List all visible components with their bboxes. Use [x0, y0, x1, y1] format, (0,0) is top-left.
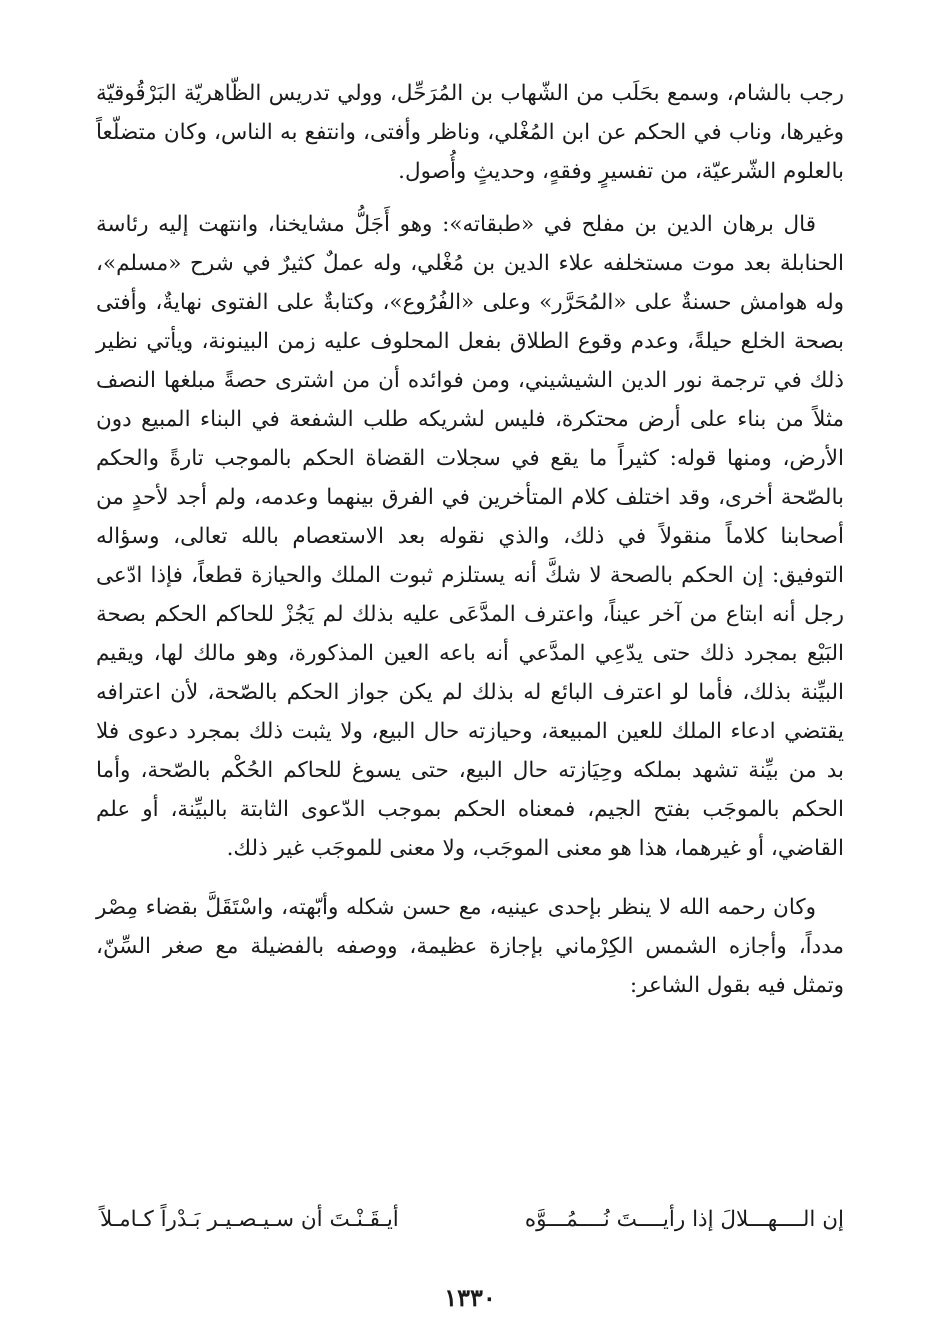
- paragraph-biography-commentary: قال برهان الدين بن مفلح في «طبقاته»: وهو أَجَلُّ مشايخنا، وانتهت إليه رئاسة الحنابلة بعد موت مستخلفه علاء الدين بن مُغْلي، وله عملٌ كثيرٌ في شرح «مسلم»، وله هوامش حسنةٌ على «المُحَرَّر» وعلى «الفُرُوع»، وكتابةٌ على الفتوى نهايةٌ، وأفتى بصحة الخلع حيلةً، وعدم وقوع الطلاق بفعل المحلوف عليه زمن البينونة، ويأتي نظير ذلك في ترجمة نور الدين الشيشيني، ومن فوائده أن من اشترى حصةً مبلغها النصف مثلاً من بناء على أرض محتكرة، فليس لشريكه طلب الشفعة في البناء المبيع دون الأرض، ومنها قوله: كثيراً ما يقع في سجلات القضاة الحكم بالموجب تارةً والحكم بالصّحة أخرى، وقد اختلف كلام المتأخرين في الفرق بينهما وعدمه، ولم أجد لأحدٍ من أصحابنا كلاماً منقولاً في ذلك، والذي نقوله بعد الاستعصام بالله تعالى، وسؤاله التوفيق: إن الحكم بالصحة لا شكَّ أنه يستلزم ثبوت الملك والحيازة قطعاً، فإذا ادّعى رجل أنه ابتاع من آخر عيناً، واعترف المدَّعَى عليه بذلك لم يَجُزْ للحاكم الحكم بصحة البَيْع بمجرد ذلك حتى يدّعِي المدَّعي أنه باعه العين المذكورة، وهو مالك لها، ويقيم البيِّنة بذلك، فأما لو اعترف البائع له بذلك لم يكن جواز الحكم بالصّحة، لأن اعترافه يقتضي ادعاء الملك للعين المبيعة، وحيازته حال البيع، ولا يثبت ذلك بمجرد دعوى فلا بد من بيِّنة تشهد بملكه وحِيَازته حال البيع، حتى يسوغ للحاكم الحُكْم بالصّحة، وأما الحكم بالموجَب بفتح الجيم، فمعناه الحكم بموجب الدّعوى الثابتة بالبيِّنة، أو علم القاضي، أو غيرهما، هذا هو معنى الموجَب، ولا معنى للموجَب غير ذلك.: [96, 212, 844, 861]
- verse-first-hemistich: إن الــــهـــلالَ إذا رأيــــتَ نُــــمُـــوَّه: [524, 1207, 844, 1232]
- verse-second-hemistich: أيـقَـنْـتَ أن سـيـصـيـر بَـدْراً كـامـلاً: [100, 1207, 399, 1232]
- page-number: ١٣٣٠: [444, 1283, 496, 1312]
- main-text: [96, 74, 844, 1005]
- paragraph-continuation: رجب بالشام، وسمع بحَلَب من الشّهاب بن المُرَحِّل، وولي تدريس الظّاهريّة البَرْقُوقيّة وغيرها، وناب في الحكم عن ابن المُغْلي، وناظر وأفتى، وانتفع به الناس، وكان متضلّعاً بالعلوم الشّرعيّة، من تفسيرٍ وفقهٍ، وحديثٍ وأُصول.: [96, 81, 844, 184]
- poetry-verse: [100, 1200, 844, 1239]
- paragraph-description: وكان رحمه الله لا ينظر بإحدى عينيه، مع حسن شكله وأبّهته، واسْتَقَلَّ بقضاء مِصْر مدداً، وأجازه الشمس الكِرْماني بإجازة عظيمة، ووصفه بالفضيلة مع صغر السِّنّ، وتمثل فيه بقول الشاعر:: [96, 895, 844, 998]
